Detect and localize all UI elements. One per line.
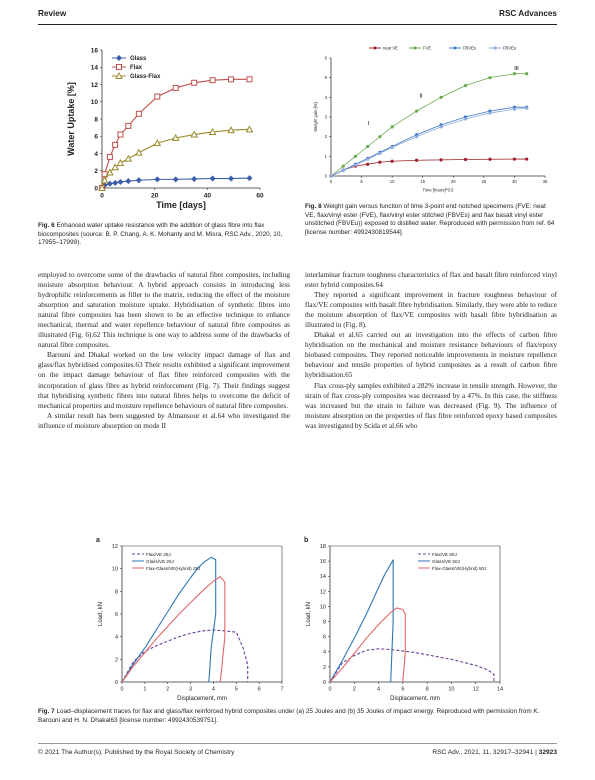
x-tick-label: 0 [100, 192, 104, 200]
y-tick-label: 8 [114, 589, 118, 596]
legend-label: neat VE [383, 45, 398, 51]
x-tick-label: 6 [257, 686, 261, 693]
series-line [331, 108, 527, 176]
legend-label: FVE [423, 45, 432, 51]
legend-label: FBVEs [463, 45, 477, 51]
region-label: II [419, 93, 423, 100]
x-tick-label: 3 [189, 686, 193, 693]
x-tick-label: 15 [420, 179, 426, 185]
data-point [488, 158, 491, 161]
data-point [488, 111, 491, 114]
legend-label: Flax-Glass/VE(Hybrid) 50J [432, 565, 487, 571]
y-tick-label: 8 [322, 619, 326, 626]
footer-separator: | [535, 749, 539, 756]
data-point [246, 175, 252, 181]
y-axis-title: Weight gain [%] [313, 102, 318, 132]
data-point [173, 176, 179, 182]
data-point [439, 125, 442, 128]
data-point [112, 180, 118, 186]
data-point [173, 85, 178, 90]
header-rule [38, 24, 557, 25]
data-point [229, 77, 234, 82]
y-tick-label: 6 [322, 634, 326, 641]
x-tick-label: 5 [234, 686, 238, 693]
figure-7b-chart [300, 532, 510, 704]
x-tick-label: 6 [401, 686, 405, 693]
x-tick-label: 5 [360, 179, 363, 185]
data-point [488, 76, 491, 79]
data-point [118, 132, 123, 137]
data-point [378, 161, 381, 164]
series-line [330, 560, 393, 682]
running-header-right: RSC Advances [499, 9, 557, 18]
data-point [513, 108, 516, 111]
figure-8-caption-label: Fig. 8 [305, 203, 322, 210]
data-point [191, 176, 197, 182]
x-axis-title: Displacement, mm [177, 696, 227, 702]
figure-7-caption-label: Fig. 7 [38, 708, 55, 715]
running-header-left: Review [38, 9, 67, 18]
data-point [415, 110, 418, 113]
legend-label: Flax/VE 25J [146, 551, 171, 557]
legend-label: Flax [130, 65, 143, 72]
y-tick-label: 10 [111, 566, 118, 573]
data-point [126, 123, 131, 128]
data-point [354, 164, 357, 167]
data-point [415, 135, 418, 138]
x-axis-title: Time [days] [156, 200, 206, 210]
panel-label: a [96, 537, 100, 544]
data-point [136, 150, 142, 156]
data-point [513, 72, 516, 75]
data-point [464, 117, 467, 120]
legend-marker [454, 47, 457, 50]
x-tick-label: 25 [481, 179, 487, 185]
x-tick-label: 2 [352, 686, 356, 693]
y-tick-label: 14 [90, 64, 98, 72]
y-axis-title: Load, kN [306, 601, 312, 627]
x-tick-label: 8 [425, 686, 429, 693]
x-tick-label: 7 [280, 686, 284, 693]
data-point [391, 125, 394, 128]
x-tick-label: 2 [166, 686, 170, 693]
x-tick-label: 0 [328, 686, 332, 693]
data-point [228, 176, 234, 182]
y-tick-label: 6 [324, 55, 327, 61]
data-point [117, 179, 123, 185]
data-point [210, 176, 216, 182]
figure-8-caption [305, 203, 557, 237]
legend-label: Glass [130, 56, 147, 63]
y-tick-label: 12 [90, 81, 98, 89]
data-point [125, 178, 131, 184]
x-tick-label: 4 [377, 686, 381, 693]
x-tick-label: 4 [211, 686, 215, 693]
data-point [354, 155, 357, 158]
y-axis-title: Water Uptake [%] [66, 82, 76, 156]
figure-8-chart [305, 40, 555, 200]
y-tick-label: 10 [319, 604, 326, 611]
body-column-right [305, 270, 557, 431]
legend-label: FBVEu [503, 45, 517, 51]
y-tick-label: 3 [324, 114, 327, 120]
figure-6-caption-label: Fig. 6 [38, 222, 55, 229]
region-label: III [514, 65, 519, 72]
data-point [155, 94, 160, 99]
data-point [107, 154, 112, 159]
legend-marker [116, 55, 122, 61]
data-point [439, 158, 442, 161]
y-tick-label: 8 [94, 116, 98, 124]
legend-label: Flax/VE 60J [432, 551, 457, 557]
x-tick-label: 10 [389, 179, 395, 185]
y-tick-label: 12 [319, 589, 326, 596]
y-tick-label: 1 [324, 153, 327, 159]
footer-journal: RSC Adv., 2021, 11, 32917–32941 [432, 749, 534, 756]
data-point [464, 84, 467, 87]
y-tick-label: 0 [322, 679, 326, 686]
x-tick-label: 0 [120, 686, 124, 693]
legend-marker [414, 47, 417, 50]
x-tick-label: 14 [496, 686, 504, 693]
y-tick-label: 6 [94, 133, 98, 141]
data-point [415, 159, 418, 162]
x-tick-label: 12 [472, 686, 479, 693]
region-label: I [367, 120, 370, 127]
x-tick-label: 20 [151, 192, 159, 200]
figure-6-chart [60, 40, 275, 220]
series-line [122, 630, 248, 682]
legend-marker [374, 47, 377, 50]
y-tick-label: 0 [324, 173, 327, 179]
y-tick-label: 6 [114, 611, 118, 618]
x-tick-label: 40 [203, 192, 211, 200]
legend-label: Glass-Flax [130, 74, 161, 81]
x-tick-label: 1 [143, 686, 147, 693]
y-tick-label: 5 [324, 75, 327, 81]
figure-6-caption [38, 222, 288, 248]
x-tick-label: 10 [448, 686, 455, 693]
data-point [391, 146, 394, 149]
paragraph: A similar result has been suggested by Almansour et al.64 who investigated the influence of moisture absorption on mode II [38, 411, 290, 430]
legend-label: Flax-Glass/VE(Hybrid) 25J [146, 565, 201, 571]
legend-marker [494, 47, 497, 50]
paragraph: Barouni and Dhakal worked on the low velocity impact damage of flax and glass/flax hybridised composites.63 Their results exhibited a significant improvement on the impact damage behaviour of flax fibre reinforced composites with the incorporation of glass fibre as hybrid reinforcement (Fig. 7). Their findings suggest that hybridising synthetic fibres into natural fibres helps to overcome the deficit of mechanical properties and moisture repellence behaviours of natural fibre composites. [38, 351, 290, 410]
page-number: 32923 [538, 749, 557, 756]
footer-citation [432, 749, 557, 756]
data-point [136, 177, 142, 183]
y-tick-label: 4 [324, 94, 327, 100]
data-point [366, 163, 369, 166]
x-tick-label: 20 [450, 179, 456, 185]
paragraph: Flax cross-ply samples exhibited a 282% increase in tensile strength. However, the strain of flax cross-ply composites was decreased by a 47%. In this case, the stiffness was increased but the strain to failure was decreased (Fig. 9). The influence of moisture absorption on the properties of flax fibre reinforced epoxy based composites was investigated by Scida et al.66 who [305, 381, 557, 430]
data-point [378, 152, 381, 155]
data-point [102, 172, 107, 177]
series-line [331, 74, 527, 176]
legend-label: Glass/VE 25J [146, 558, 174, 564]
data-point [247, 77, 252, 82]
figure-6-caption-text: Enhanced water uptake resistance with the addition of glass fibre into flax biocomposites (source: B. P. Chang, A. K. Mohanty and M. Misra, RSC Adv., 2020, 10, 17955–17999). [38, 222, 283, 247]
figure-7-caption [38, 708, 558, 725]
y-tick-label: 14 [319, 574, 326, 581]
x-tick-label: 60 [256, 192, 264, 200]
y-tick-label: 2 [324, 134, 327, 140]
y-tick-label: 12 [111, 543, 118, 550]
data-point [113, 142, 118, 147]
y-tick-label: 2 [322, 664, 326, 671]
y-tick-label: 0 [114, 679, 118, 686]
figure-7-caption-text: Load–displacement traces for flax and glass/flax reinforced hybrid composites under (a) 25 Joules and (b) 35 Joules of impact energy. Reproduced with permission from K. Barouni and H. N. Dhakal63 [license number: 4992430539751]. [38, 708, 540, 724]
data-point [154, 176, 160, 182]
panel-label: b [304, 537, 309, 544]
data-point [107, 181, 113, 187]
data-point [464, 158, 467, 161]
paragraph: interlaminar fracture toughness characteristics of flax and basalt fibre reinforced vinyl ester hybrid composites.64 [305, 271, 557, 290]
data-point [342, 165, 345, 168]
x-axis-title: Time [hours]^0.5 [422, 187, 454, 193]
data-point [378, 135, 381, 138]
data-point [439, 96, 442, 99]
data-point [525, 157, 528, 160]
paragraph: Dhakal et al.65 carried out an investigation into the effects of carbon fibre hybridisation on the mechanical and moisture resistance behaviours of flax/epoxy biobased composites. They reported noticeable improvements in moisture repellence behaviour and tensile properties of hybrid composites as a result of carbon fibre hybridisation.65 [305, 331, 557, 380]
data-point [513, 157, 516, 160]
legend-marker [117, 65, 122, 70]
data-point [366, 145, 369, 148]
y-tick-label: 0 [94, 185, 98, 193]
data-point [210, 78, 215, 83]
legend-label: Glass/VE 50J [432, 558, 460, 564]
series-line [102, 79, 249, 188]
y-tick-label: 4 [114, 634, 118, 641]
y-axis-title: Load, kN [98, 601, 104, 627]
paragraph: employed to overcome some of the drawbacks of natural fibre composites, including moisture absorption behaviour. A hybrid approach consists in introducing less hydrophilic reinforcements as filler to the matrix, reducing the effect of the moisture absorption and saturation moisture uptake. Hybridisation of synthetic fibres into natural fibre composites has been shown to be an effective technique to enhance mechanical, thermal and water repellence behaviour of natural fibre composites as illustrated (Fig. 6).62 This technique is one way to address some of the drawbacks of natural fibre composites. [38, 271, 290, 350]
y-tick-label: 4 [322, 649, 326, 656]
data-point [525, 107, 528, 110]
y-tick-label: 2 [114, 657, 118, 664]
footer-copyright: © 2021 The Author(s). Published by the Royal Society of Chemistry [38, 749, 235, 756]
figure-7a-chart [92, 532, 292, 704]
data-point [329, 174, 332, 177]
x-tick-label: 0 [329, 179, 333, 185]
data-point [192, 80, 197, 85]
data-point [391, 160, 394, 163]
x-axis-title: Displacement, mm [390, 696, 440, 702]
data-point [136, 111, 141, 116]
series-line [330, 608, 405, 682]
data-point [125, 156, 131, 162]
body-column-left [38, 270, 290, 431]
data-point [117, 160, 123, 166]
y-tick-label: 16 [319, 559, 326, 566]
x-tick-label: 30 [512, 179, 517, 185]
y-tick-label: 4 [94, 150, 98, 158]
paragraph: They reported a significant improvement in fracture toughness behaviour of flax/VE composites with basalt fibre hybridisation. Similarly, they were able to reduce the moisture absorption of flax/VE composites with basalt fibre hybridisation as illustrated in (Fig. 8). [305, 291, 557, 330]
y-tick-label: 18 [319, 543, 326, 550]
figure-8-caption-text: Weight gain versus function of time 3-point end notched specimens (FVE: neat VE, flax/vinyl ester (FVE), flax/vinyl ester stitched (FBVEs) and flax basalt vinyl ester unstitched (FBVEu)) exposed to distilled water. Reproduced with permission from ref. 64 [license number: 4992430819544]. [305, 203, 555, 236]
footer-rule [38, 743, 557, 744]
data-point [342, 169, 345, 172]
data-point [366, 158, 369, 161]
y-tick-label: 16 [90, 47, 98, 55]
y-tick-label: 2 [94, 168, 98, 176]
data-point [525, 72, 528, 75]
x-tick-label: 35 [542, 179, 548, 185]
y-tick-label: 10 [90, 99, 98, 107]
